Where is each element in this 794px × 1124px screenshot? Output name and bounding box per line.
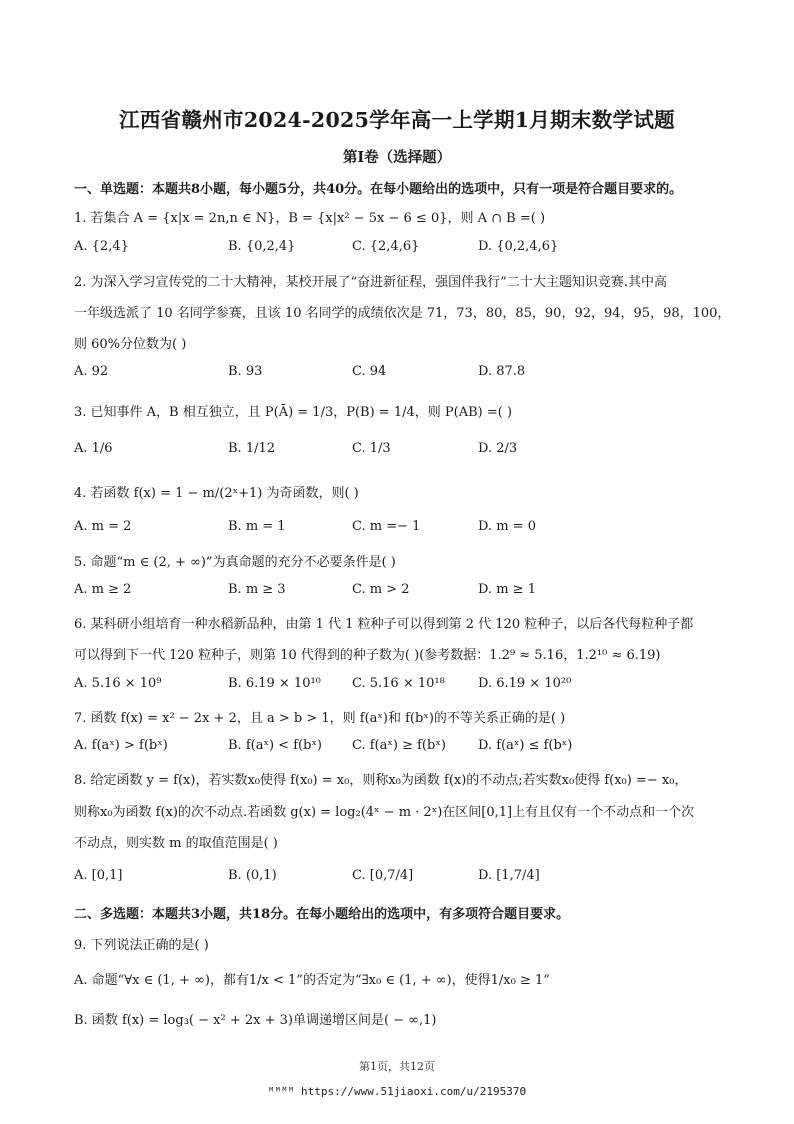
section-multiple-choice: 二、多选题：本题共3小题，共18分。在每小题给出的选项中，有多项符合题目要求。 <box>74 907 570 922</box>
question-9-stem: 9. 下列说法正确的是( ) <box>74 938 209 953</box>
question-6-option-d: D. 6.19 × 10²⁰ <box>478 676 572 691</box>
question-8-option-b: B. (0,1) <box>228 868 277 883</box>
question-4-option-c: C. m =− 1 <box>352 519 421 534</box>
question-4-option-d: D. m = 0 <box>478 519 536 534</box>
document-title: 江西省赣州市2024-2025学年高一上学期1月期末数学试题 <box>119 108 675 132</box>
question-2-option-b: B. 93 <box>228 364 263 379</box>
question-6-stem-line-2: 可以得到下一代 120 粒种子，则第 10 代得到的种子数为( )(参考数据：1.2⁹ ≈ 5.16，1.2¹⁰ ≈ 6.19) <box>74 648 661 663</box>
page-footer: 第1页，共12页 <box>359 1060 435 1073</box>
question-5-option-b: B. m ≥ 3 <box>228 582 286 597</box>
question-3-option-c: C. 1/3 <box>352 441 391 456</box>
question-8-stem-line-2: 则称x₀为函数 f(x)的次不动点.若函数 g(x) = log₂(4ˣ − m · 2ˣ)在区间[0,1]上有且仅有一个不动点和一个次 <box>74 805 695 820</box>
question-3-stem: 3. 已知事件 A，B 相互独立，且 P(Ā) = 1/3，P(B) = 1/4，则 P(AB) =( ) <box>74 405 513 420</box>
question-7-option-c: C. f(aˣ) ≥ f(bˣ) <box>352 738 446 753</box>
question-2-stem-line-2: 一年级选派了 10 名同学参赛，且该 10 名同学的成绩依次是 71，73，80，85，90，92，94，95，98，100， <box>74 306 731 321</box>
question-1-option-d: D. {0,2,4,6} <box>478 239 559 254</box>
question-2-option-c: C. 94 <box>352 364 387 379</box>
question-4-option-b: B. m = 1 <box>228 519 286 534</box>
question-5-option-a: A. m ≥ 2 <box>74 582 132 597</box>
question-9-option-a: A. 命题“∀x ∈ (1, + ∞)，都有1/x < 1”的否定为“∃x₀ ∈ (1, + ∞)，使得1/x₀ ≥ 1” <box>74 973 550 988</box>
question-6-option-a: A. 5.16 × 10⁹ <box>74 676 162 691</box>
question-8-stem-line-3: 不动点，则实数 m 的取值范围是( ) <box>74 836 278 851</box>
question-7-stem: 7. 函数 f(x) = x² − 2x + 2，且 a > b > 1，则 f(aˣ)和 f(bˣ)的不等关系正确的是( ) <box>74 711 566 726</box>
question-2-option-a: A. 92 <box>74 364 109 379</box>
question-5-option-c: C. m > 2 <box>352 582 410 597</box>
question-8-stem-line-1: 8. 给定函数 y = f(x)，若实数x₀使得 f(x₀) = x₀，则称x₀为函数 f(x)的不动点;若实数x₀使得 f(x₀) =− x₀， <box>74 773 688 788</box>
question-8-option-a: A. [0,1] <box>74 868 123 883</box>
question-3-option-d: D. 2/3 <box>478 441 518 456</box>
question-7-option-a: A. f(aˣ) > f(bˣ) <box>74 738 168 753</box>
question-1-stem: 1. 若集合 A = {x|x = 2n,n ∈ N}，B = {x|x² − 5x − 6 ≤ 0}，则 A ∩ B =( ) <box>74 211 546 226</box>
source-watermark: ᴹᴹᴹᴹ https://www.51jiaoxi.com/u/2195370 <box>267 1085 527 1098</box>
question-3-option-a: A. 1/6 <box>74 441 113 456</box>
question-4-option-a: A. m = 2 <box>74 519 132 534</box>
volume-heading: 第I卷（选择题） <box>342 149 452 166</box>
question-2-option-d: D. 87.8 <box>478 364 526 379</box>
question-1-option-c: C. {2,4,6} <box>352 239 420 254</box>
question-8-option-d: D. [1,7/4] <box>478 868 540 883</box>
question-6-option-c: C. 5.16 × 10¹⁸ <box>352 676 445 691</box>
question-6-option-b: B. 6.19 × 10¹⁰ <box>228 676 321 691</box>
question-2-stem-line-3: 则 60%分位数为( ) <box>74 337 187 352</box>
question-5-stem: 5. 命题“m ∈ (2, + ∞)”为真命题的充分不必要条件是( ) <box>74 555 396 570</box>
question-8-option-c: C. [0,7/4] <box>352 868 414 883</box>
question-3-option-b: B. 1/12 <box>228 441 276 456</box>
question-6-stem-line-1: 6. 某科研小组培育一种水稻新品种，由第 1 代 1 粒种子可以得到第 2 代 120 粒种子，以后各代每粒种子都 <box>74 617 694 632</box>
question-1-option-b: B. {0,2,4} <box>228 239 296 254</box>
question-4-stem: 4. 若函数 f(x) = 1 − m/(2ˣ+1) 为奇函数，则( ) <box>74 486 359 501</box>
question-2-stem-line-1: 2. 为深入学习宣传党的二十大精神，某校开展了“奋进新征程，强国伴我行”二十大主题知识竞赛.其中高 <box>74 275 667 290</box>
question-1-option-a: A. {2,4} <box>74 239 129 254</box>
question-5-option-d: D. m ≥ 1 <box>478 582 536 597</box>
question-9-option-b: B. 函数 f(x) = log₃( − x² + 2x + 3)单调递增区间是( − ∞,1) <box>74 1013 437 1028</box>
question-7-option-b: B. f(aˣ) < f(bˣ) <box>228 738 322 753</box>
section-single-choice: 一、单选题：本题共8小题，每小题5分，共40分。在每小题给出的选项中，只有一项是符合题目要求的。 <box>74 182 683 197</box>
question-7-option-d: D. f(aˣ) ≤ f(bˣ) <box>478 738 573 753</box>
